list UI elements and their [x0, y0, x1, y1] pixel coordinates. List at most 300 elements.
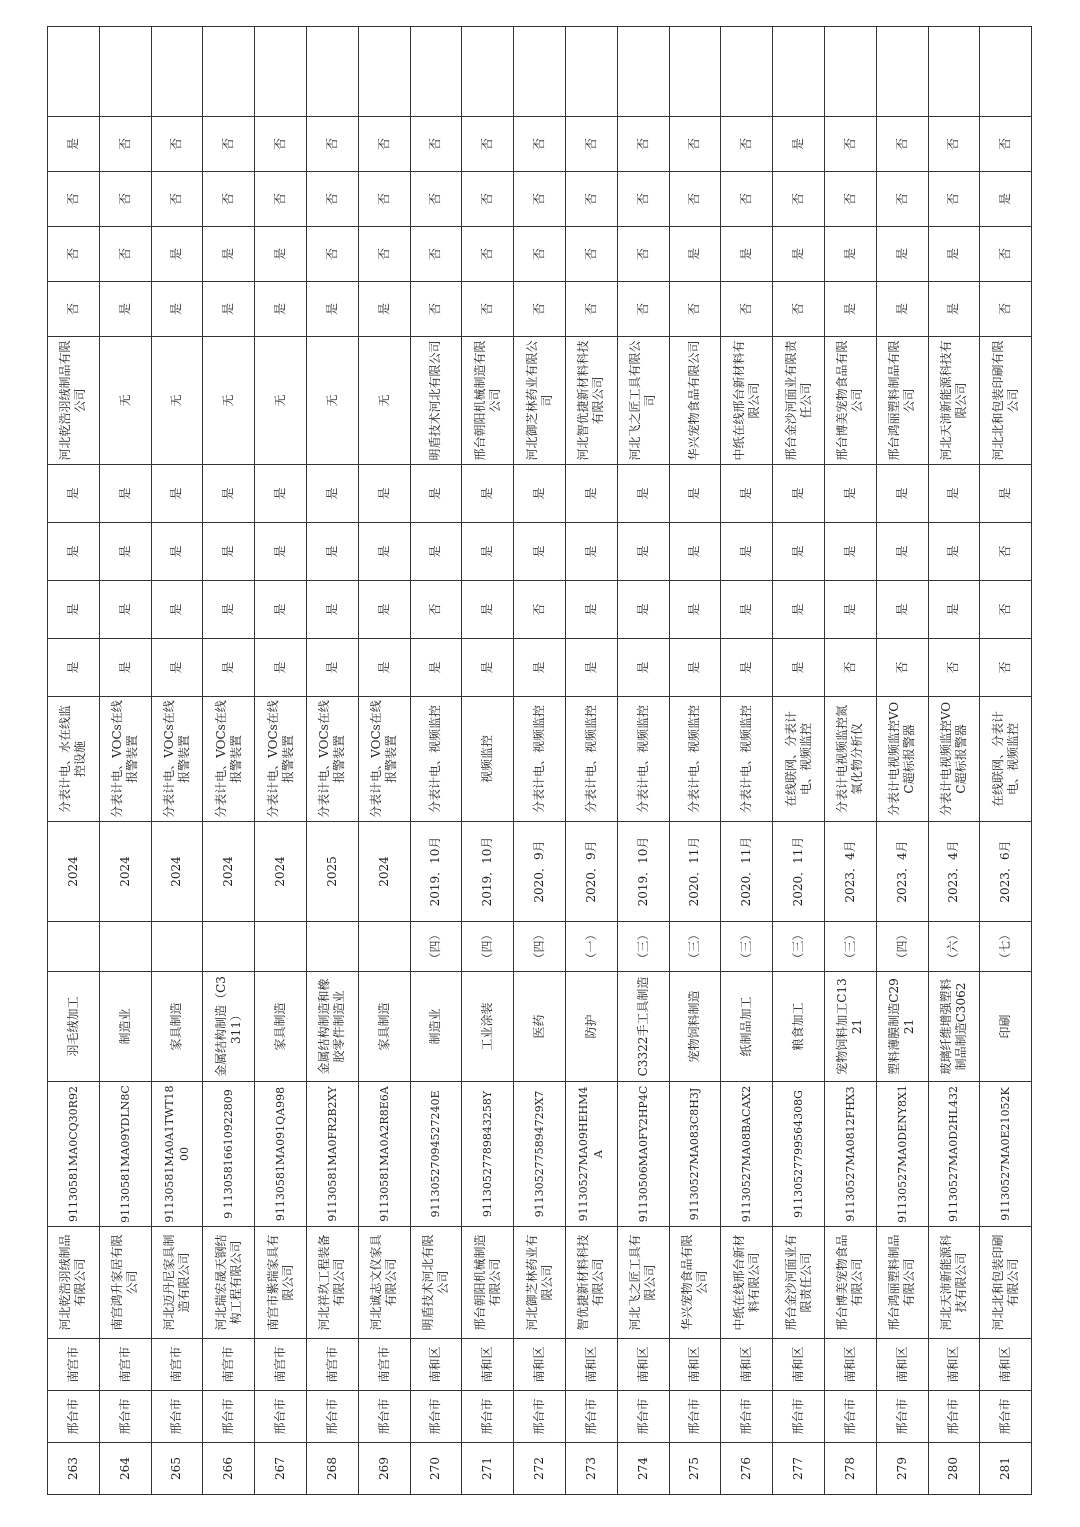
city-cell: 邢台市	[151, 1391, 203, 1443]
county-cell: 南和区	[669, 1339, 721, 1391]
level-cell: （六）	[928, 922, 980, 972]
year-cell: 2020．11月	[721, 822, 773, 922]
company-name-cell: 智优捷新材料科技有限公司	[565, 1227, 617, 1339]
measures-cell: 分表计电视频监控VOC超标报警器	[876, 697, 928, 822]
flag-2-cell: 是	[462, 581, 514, 639]
table-row	[565, 27, 617, 1495]
company-name-cell: 邢台博美宠物食品有限公司	[824, 1227, 876, 1339]
credit-code-cell: 91130527MA0812FHX3	[824, 1082, 876, 1227]
remark-cell	[721, 27, 773, 117]
flag-8-cell: 否	[410, 117, 462, 172]
flag-5-cell: 否	[773, 282, 825, 337]
city-cell: 邢台市	[99, 1391, 151, 1443]
flag-2-cell: 是	[773, 581, 825, 639]
county-cell: 南和区	[773, 1339, 825, 1391]
county-cell: 南和区	[721, 1339, 773, 1391]
credit-code-cell: 91130527MA083C8H3J	[669, 1082, 721, 1227]
year-cell: 2025	[306, 822, 358, 922]
flag-2-cell: 是	[617, 581, 669, 639]
year-cell: 2019．10月	[617, 822, 669, 922]
industry-cell: 羽毛绒加工	[48, 972, 100, 1082]
year-cell: 2023．4月	[876, 822, 928, 922]
remark-cell	[980, 27, 1032, 117]
measures-cell: 在线联网、分表计电、视频监控	[980, 697, 1032, 822]
credit-code-cell: 9 11305816610922809	[203, 1082, 255, 1227]
flag-6-cell: 否	[617, 227, 669, 282]
county-cell: 南宫市	[203, 1339, 255, 1391]
industry-cell: 防护	[565, 972, 617, 1082]
level-cell: （三）	[617, 922, 669, 972]
level-cell: （三）	[669, 922, 721, 972]
measures-cell: 分表计电、水在线监控设施	[48, 697, 100, 822]
supplier-cell: 无	[255, 337, 307, 465]
remark-cell	[669, 27, 721, 117]
flag-7-cell: 否	[928, 172, 980, 227]
credit-code-cell: 91130527MA0D2HL432	[928, 1082, 980, 1227]
flag-4-cell: 是	[151, 465, 203, 523]
flag-5-cell: 否	[462, 282, 514, 337]
flag-5-cell: 否	[669, 282, 721, 337]
level-cell: （三）	[773, 922, 825, 972]
year-cell: 2020．9月	[565, 822, 617, 922]
row-number: 263	[48, 1443, 100, 1495]
row-number: 266	[203, 1443, 255, 1495]
supplier-cell: 河北飞之匠工具有限公司	[617, 337, 669, 465]
company-name-cell: 南宫市紫瑞家具有限公司	[255, 1227, 307, 1339]
flag-8-cell: 否	[980, 117, 1032, 172]
table-row	[928, 27, 980, 1495]
row-number: 280	[928, 1443, 980, 1495]
flag-6-cell: 否	[99, 227, 151, 282]
flag-1-cell: 否	[980, 639, 1032, 697]
supplier-cell: 无	[99, 337, 151, 465]
flag-4-cell: 是	[876, 465, 928, 523]
city-cell: 邢台市	[462, 1391, 514, 1443]
flag-3-cell: 是	[617, 523, 669, 581]
remark-cell	[617, 27, 669, 117]
industry-cell: 金属结构制造和橡胶零件制造业	[306, 972, 358, 1082]
county-cell: 南宫市	[99, 1339, 151, 1391]
measures-cell: 分表计电视频监控VOC超标报警器	[928, 697, 980, 822]
level-cell	[255, 922, 307, 972]
company-name-cell: 中纸在线邢台新材料有限公司	[721, 1227, 773, 1339]
credit-code-cell: 91130527MA08BACAX2	[721, 1082, 773, 1227]
company-name-cell: 河北祥玖工程装备有限公司	[306, 1227, 358, 1339]
flag-1-cell: 是	[721, 639, 773, 697]
flag-1-cell: 是	[617, 639, 669, 697]
row-number: 272	[514, 1443, 566, 1495]
credit-code-cell: 91130527MA09HEHM4A	[565, 1082, 617, 1227]
flag-6-cell: 否	[514, 227, 566, 282]
city-cell: 邢台市	[306, 1391, 358, 1443]
flag-4-cell: 是	[255, 465, 307, 523]
flag-6-cell: 否	[980, 227, 1032, 282]
flag-5-cell: 否	[721, 282, 773, 337]
flag-2-cell: 是	[928, 581, 980, 639]
company-name-cell: 邢台鸿丽塑料制品有限公司	[876, 1227, 928, 1339]
flag-3-cell: 是	[565, 523, 617, 581]
company-name-cell: 河北瑞宏晟天钢结构工程有限公司	[203, 1227, 255, 1339]
industry-cell: 家具制造	[255, 972, 307, 1082]
flag-1-cell: 是	[151, 639, 203, 697]
table-row	[876, 27, 928, 1495]
county-cell: 南和区	[617, 1339, 669, 1391]
flag-5-cell: 是	[306, 282, 358, 337]
supplier-cell: 无	[151, 337, 203, 465]
flag-1-cell: 是	[565, 639, 617, 697]
remark-cell	[876, 27, 928, 117]
city-cell: 邢台市	[617, 1391, 669, 1443]
industry-cell: 宠物饲料制造	[669, 972, 721, 1082]
flag-1-cell: 是	[773, 639, 825, 697]
credit-code-cell: 91130581MA0A2R8E6A	[358, 1082, 410, 1227]
enterprise-table	[47, 26, 1032, 1495]
flag-6-cell: 否	[48, 227, 100, 282]
flag-3-cell: 是	[255, 523, 307, 581]
row-number: 267	[255, 1443, 307, 1495]
level-cell	[203, 922, 255, 972]
level-cell	[358, 922, 410, 972]
flag-1-cell: 是	[255, 639, 307, 697]
industry-cell: 医药	[514, 972, 566, 1082]
level-cell: （三）	[824, 922, 876, 972]
county-cell: 南和区	[565, 1339, 617, 1391]
flag-8-cell: 否	[358, 117, 410, 172]
flag-3-cell: 是	[773, 523, 825, 581]
flag-5-cell: 是	[928, 282, 980, 337]
flag-4-cell: 是	[514, 465, 566, 523]
row-number: 275	[669, 1443, 721, 1495]
remark-cell	[99, 27, 151, 117]
year-cell: 2023．6月	[980, 822, 1032, 922]
table-row	[306, 27, 358, 1495]
flag-2-cell: 是	[358, 581, 410, 639]
industry-cell: 宠物饲料加工C1321	[824, 972, 876, 1082]
flag-1-cell: 是	[410, 639, 462, 697]
flag-6-cell: 是	[928, 227, 980, 282]
flag-7-cell: 否	[99, 172, 151, 227]
city-cell: 邢台市	[203, 1391, 255, 1443]
flag-3-cell: 是	[203, 523, 255, 581]
table-row	[669, 27, 721, 1495]
city-cell: 邢台市	[410, 1391, 462, 1443]
flag-6-cell: 否	[358, 227, 410, 282]
industry-cell: 家具制造	[151, 972, 203, 1082]
supplier-cell: 明盾技术河北有限公司	[410, 337, 462, 465]
flag-6-cell: 是	[669, 227, 721, 282]
flag-3-cell: 是	[306, 523, 358, 581]
city-cell: 邢台市	[773, 1391, 825, 1443]
industry-cell: 制造业	[99, 972, 151, 1082]
credit-code-cell: 91130527758947​29X7	[514, 1082, 566, 1227]
flag-7-cell: 否	[617, 172, 669, 227]
flag-1-cell: 是	[306, 639, 358, 697]
row-number: 269	[358, 1443, 410, 1495]
flag-6-cell: 是	[203, 227, 255, 282]
flag-6-cell: 否	[410, 227, 462, 282]
remark-cell	[203, 27, 255, 117]
supplier-cell: 邢台博美宠物食品有限公司	[824, 337, 876, 465]
city-cell: 邢台市	[928, 1391, 980, 1443]
row-number: 277	[773, 1443, 825, 1495]
table-row	[203, 27, 255, 1495]
flag-5-cell: 是	[824, 282, 876, 337]
remark-cell	[306, 27, 358, 117]
credit-code-cell: 911305270945272​40E	[410, 1082, 462, 1227]
remark-cell	[565, 27, 617, 117]
flag-2-cell: 是	[151, 581, 203, 639]
flag-2-cell: 是	[565, 581, 617, 639]
flag-4-cell: 是	[669, 465, 721, 523]
flag-3-cell: 是	[48, 523, 100, 581]
flag-8-cell: 否	[876, 117, 928, 172]
flag-8-cell: 否	[565, 117, 617, 172]
flag-1-cell: 是	[203, 639, 255, 697]
level-cell: （四）	[514, 922, 566, 972]
row-number: 273	[565, 1443, 617, 1495]
measures-cell: 分表计电、VOCs在线报警装置	[306, 697, 358, 822]
city-cell: 邢台市	[48, 1391, 100, 1443]
measures-cell: 分表计电、视频监控	[514, 697, 566, 822]
supplier-cell: 河北御芝林药业有限公司	[514, 337, 566, 465]
measures-cell: 分表计电、VOCs在线报警装置	[255, 697, 307, 822]
county-cell: 南宫市	[255, 1339, 307, 1391]
flag-5-cell: 是	[99, 282, 151, 337]
year-cell: 2020．9月	[514, 822, 566, 922]
flag-5-cell: 否	[565, 282, 617, 337]
flag-4-cell: 是	[358, 465, 410, 523]
table-row	[980, 27, 1032, 1495]
row-number: 264	[99, 1443, 151, 1495]
industry-cell: 玻璃纤维增强塑料制品制造C3062	[928, 972, 980, 1082]
flag-5-cell: 否	[410, 282, 462, 337]
credit-code-cell: 91130527789843258Y	[462, 1082, 514, 1227]
company-name-cell: 河北北和包装印刷有限公司	[980, 1227, 1032, 1339]
measures-cell: 分表计电、视频监控	[617, 697, 669, 822]
flag-4-cell: 是	[721, 465, 773, 523]
remark-cell	[358, 27, 410, 117]
flag-5-cell: 否	[514, 282, 566, 337]
company-name-cell: 河北天沛新能源科技有限公司	[928, 1227, 980, 1339]
table-row	[358, 27, 410, 1495]
flag-7-cell: 否	[721, 172, 773, 227]
company-name-cell: 河北御芝林药业有限公司	[514, 1227, 566, 1339]
flag-6-cell: 是	[721, 227, 773, 282]
row-number: 271	[462, 1443, 514, 1495]
flag-4-cell: 是	[980, 465, 1032, 523]
flag-7-cell: 否	[669, 172, 721, 227]
credit-code-cell: 91130581MA091QA998	[255, 1082, 307, 1227]
supplier-cell: 河北乾浩羽绒制品有限公司	[48, 337, 100, 465]
flag-3-cell: 是	[462, 523, 514, 581]
flag-1-cell: 否	[824, 639, 876, 697]
remark-cell	[824, 27, 876, 117]
supplier-cell: 河北智优捷新材料科技有限公司	[565, 337, 617, 465]
flag-3-cell: 是	[358, 523, 410, 581]
flag-8-cell: 否	[306, 117, 358, 172]
flag-8-cell: 是	[48, 117, 100, 172]
flag-2-cell: 是	[99, 581, 151, 639]
supplier-cell: 邢台鸿丽塑料制品有限公司	[876, 337, 928, 465]
row-number: 265	[151, 1443, 203, 1495]
flag-8-cell: 否	[462, 117, 514, 172]
flag-6-cell: 否	[565, 227, 617, 282]
measures-cell: 分表计电、视频监控	[721, 697, 773, 822]
flag-8-cell: 否	[669, 117, 721, 172]
company-name-cell: 河北迈丹尼家具制造有限公司	[151, 1227, 203, 1339]
table-row	[514, 27, 566, 1495]
flag-7-cell: 否	[410, 172, 462, 227]
flag-3-cell: 是	[876, 523, 928, 581]
flag-1-cell: 是	[48, 639, 100, 697]
level-cell: （四）	[410, 922, 462, 972]
flag-8-cell: 否	[514, 117, 566, 172]
measures-cell: 分表计电、VOCs在线报警装置	[151, 697, 203, 822]
table-row	[824, 27, 876, 1495]
flag-1-cell: 否	[876, 639, 928, 697]
year-cell: 2024	[255, 822, 307, 922]
year-cell: 2019．10月	[462, 822, 514, 922]
credit-code-cell: 91130506MA0FY2HP4C	[617, 1082, 669, 1227]
supplier-cell: 邢台朝阳机械制造有限公司	[462, 337, 514, 465]
supplier-cell: 河北北和包装印刷有限公司	[980, 337, 1032, 465]
credit-code-cell: 91130581MA0CQ30R92	[48, 1082, 100, 1227]
flag-7-cell: 否	[514, 172, 566, 227]
city-cell: 邢台市	[980, 1391, 1032, 1443]
level-cell: （三）	[721, 922, 773, 972]
flag-4-cell: 是	[565, 465, 617, 523]
year-cell: 2024	[203, 822, 255, 922]
flag-2-cell: 否	[980, 581, 1032, 639]
flag-2-cell: 是	[669, 581, 721, 639]
flag-8-cell: 否	[99, 117, 151, 172]
remark-cell	[514, 27, 566, 117]
company-name-cell: 邢台金沙河面业有限责任公司	[773, 1227, 825, 1339]
year-cell: 2024	[48, 822, 100, 922]
flag-6-cell: 是	[151, 227, 203, 282]
supplier-cell: 无	[306, 337, 358, 465]
flag-7-cell: 否	[255, 172, 307, 227]
flag-6-cell: 否	[306, 227, 358, 282]
remark-cell	[410, 27, 462, 117]
company-name-cell: 明盾技术河北有限公司	[410, 1227, 462, 1339]
credit-code-cell: 91130527MA0E21052K	[980, 1082, 1032, 1227]
flag-3-cell: 是	[410, 523, 462, 581]
flag-1-cell: 否	[928, 639, 980, 697]
supplier-cell: 无	[358, 337, 410, 465]
industry-cell: 粮食加工	[773, 972, 825, 1082]
level-cell: （七）	[980, 922, 1032, 972]
industry-cell: 塑料薄膜制造C2921	[876, 972, 928, 1082]
supplier-cell: 无	[203, 337, 255, 465]
measures-cell: 视频监控	[462, 697, 514, 822]
credit-code-cell: 91130581MA0A1TWT1800	[151, 1082, 203, 1227]
city-cell: 邢台市	[876, 1391, 928, 1443]
flag-1-cell: 是	[462, 639, 514, 697]
industry-cell: 家具制造	[358, 972, 410, 1082]
flag-6-cell: 是	[876, 227, 928, 282]
flag-5-cell: 是	[255, 282, 307, 337]
remark-cell	[773, 27, 825, 117]
flag-2-cell: 是	[876, 581, 928, 639]
credit-code-cell: 911305277995643​08G	[773, 1082, 825, 1227]
remark-cell	[928, 27, 980, 117]
county-cell: 南宫市	[306, 1339, 358, 1391]
flag-2-cell: 否	[514, 581, 566, 639]
flag-8-cell: 否	[721, 117, 773, 172]
flag-4-cell: 是	[773, 465, 825, 523]
table-body	[48, 27, 1032, 1495]
measures-cell: 分表计电、视频监控	[669, 697, 721, 822]
remark-cell	[48, 27, 100, 117]
industry-cell: 工业涂装	[462, 972, 514, 1082]
flag-7-cell: 否	[565, 172, 617, 227]
level-cell	[306, 922, 358, 972]
flag-1-cell: 是	[99, 639, 151, 697]
flag-8-cell: 否	[824, 117, 876, 172]
county-cell: 南和区	[514, 1339, 566, 1391]
flag-7-cell: 否	[358, 172, 410, 227]
county-cell: 南和区	[980, 1339, 1032, 1391]
table-row	[721, 27, 773, 1495]
county-cell: 南和区	[876, 1339, 928, 1391]
measures-cell: 分表计电、视频监控	[565, 697, 617, 822]
flag-7-cell: 否	[306, 172, 358, 227]
flag-7-cell: 否	[773, 172, 825, 227]
table-row	[255, 27, 307, 1495]
flag-5-cell: 是	[151, 282, 203, 337]
row-number: 270	[410, 1443, 462, 1495]
city-cell: 邢台市	[721, 1391, 773, 1443]
flag-5-cell: 是	[358, 282, 410, 337]
measures-cell: 分表计电、VOCs在线报警装置	[358, 697, 410, 822]
credit-code-cell: 91130527MA0DENY8X1	[876, 1082, 928, 1227]
flag-8-cell: 否	[255, 117, 307, 172]
year-cell: 2019．10月	[410, 822, 462, 922]
city-cell: 邢台市	[358, 1391, 410, 1443]
flag-5-cell: 否	[617, 282, 669, 337]
remark-cell	[255, 27, 307, 117]
flag-2-cell: 否	[410, 581, 462, 639]
table-row	[617, 27, 669, 1495]
year-cell: 2023．4月	[928, 822, 980, 922]
flag-7-cell: 否	[48, 172, 100, 227]
flag-3-cell: 是	[99, 523, 151, 581]
flag-7-cell: 是	[980, 172, 1032, 227]
city-cell: 邢台市	[514, 1391, 566, 1443]
supplier-cell: 邢台金沙河面业有限责任公司	[773, 337, 825, 465]
company-name-cell: 河北诚志文仪家具有限公司	[358, 1227, 410, 1339]
flag-4-cell: 是	[617, 465, 669, 523]
year-cell: 2020．11月	[773, 822, 825, 922]
table-row	[773, 27, 825, 1495]
measures-cell: 在线联网、分表计电、视频监控	[773, 697, 825, 822]
year-cell: 2020．11月	[669, 822, 721, 922]
industry-cell: 金属结构制造（C3311）	[203, 972, 255, 1082]
level-cell	[151, 922, 203, 972]
row-number: 278	[824, 1443, 876, 1495]
flag-7-cell: 否	[824, 172, 876, 227]
flag-5-cell: 是	[203, 282, 255, 337]
remark-cell	[462, 27, 514, 117]
table-row	[410, 27, 462, 1495]
flag-5-cell: 是	[876, 282, 928, 337]
flag-6-cell: 否	[462, 227, 514, 282]
county-cell: 南和区	[928, 1339, 980, 1391]
flag-1-cell: 是	[358, 639, 410, 697]
flag-5-cell: 否	[48, 282, 100, 337]
flag-2-cell: 是	[306, 581, 358, 639]
